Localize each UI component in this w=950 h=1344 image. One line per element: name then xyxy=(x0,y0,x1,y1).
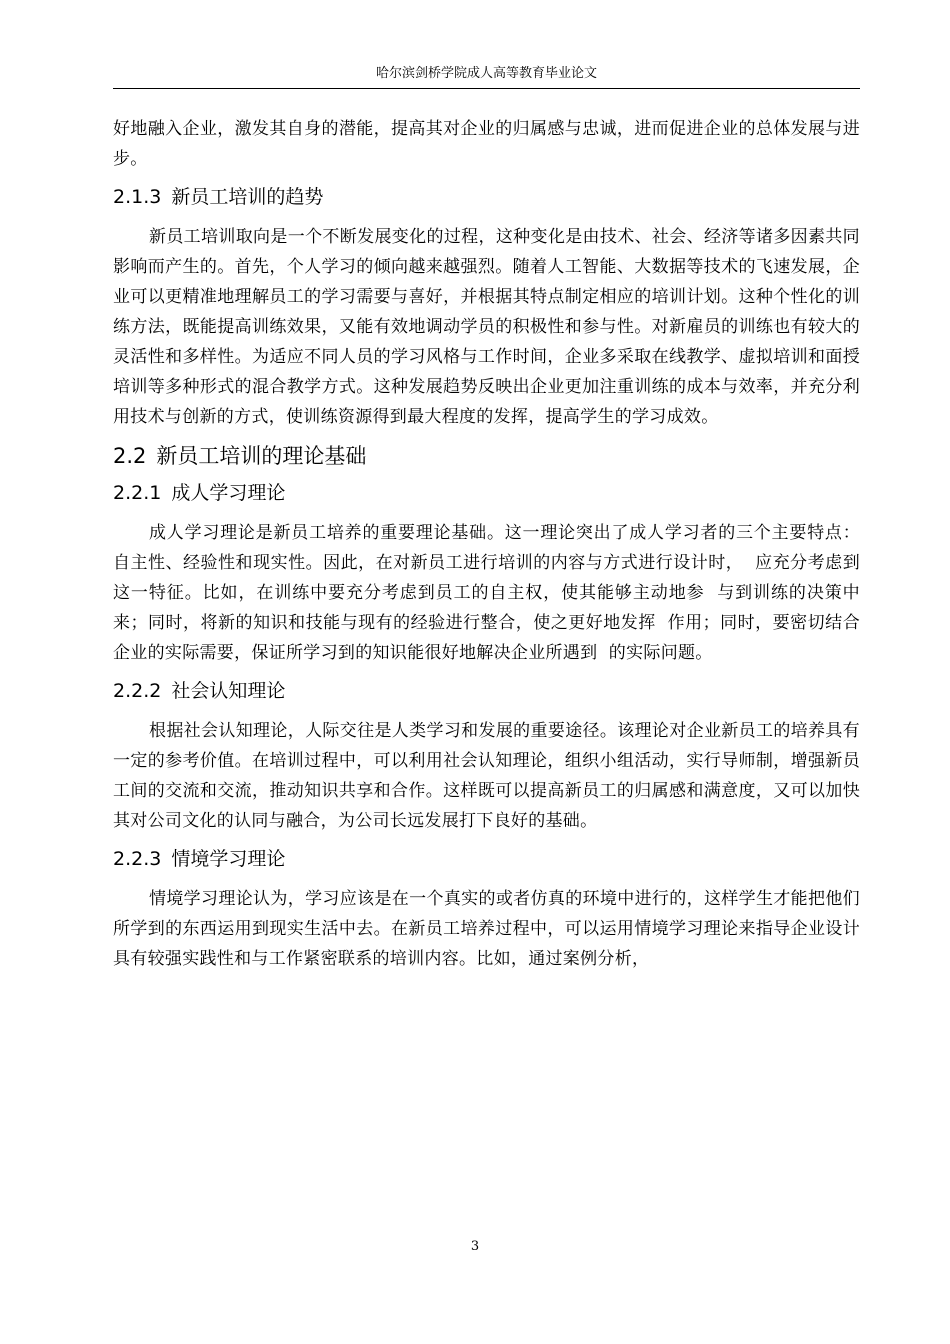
section-heading-2-2-3 xyxy=(113,846,860,872)
paragraph-training-trends: 新员工培训取向是一个不断发展变化的过程，这种变化是由技术、社会、经济等诸多因素共同影响而产生的。首先，个人学习的倾向越来越强烈。随着人工智能、大数据等技术的飞速发展，企业可以更精准地理解员工的学习需要与喜好，并根据其特点制定相应的培训计划。这种个性化的训练方法，既能提高训练效果，又能有效地调动学员的积极性和参与性。对新雇员的训练也有较大的灵活性和多样性。为适应不同人员的学习风格与工作时间，企业多采取在线教学、虚拟培训和面授培训等多种形式的混合教学方式。这种发展趋势反映出企业更加注重训练的成本与效率，并充分利用技术与创新的方式，使训练资源得到最大程度的发挥，提高学生的学习成效。 xyxy=(113,227,860,427)
paragraph-situated-learning: 情境学习理论认为，学习应该是在一个真实的或者仿真的环境中进行的，这样学生才能把他们所学到的东西运用到现实生活中去。在新员工培养过程中，可以运用情境学习理论来指导企业设计具有较强实践性和与工作紧密联系的培训内容。比如，通过案例分析， xyxy=(113,889,860,969)
section-number: 2.2 xyxy=(113,444,147,468)
section-title: 社会认知理论 xyxy=(171,680,286,702)
section-number: 2.2.3 xyxy=(113,848,162,870)
section-title: 新员工培训的趋势 xyxy=(171,186,324,208)
section-heading-2-2-2 xyxy=(113,678,860,704)
running-header: 哈尔滨剑桥学院成人高等教育毕业论文 xyxy=(375,66,597,81)
section-heading-2-1-3 xyxy=(113,184,860,210)
section-heading-2-2-1 xyxy=(113,480,860,506)
page-number: 3 xyxy=(470,1239,480,1254)
section-heading-2-2 xyxy=(113,442,860,470)
section-title: 情境学习理论 xyxy=(171,848,286,870)
section-title: 新员工培训的理论基础 xyxy=(156,444,367,468)
section-number: 2.2.2 xyxy=(113,680,162,702)
section-number: 2.2.1 xyxy=(113,482,162,504)
header-rule xyxy=(113,88,860,89)
paragraph-continuation: 好地融入企业，激发其自身的潜能，提高其对企业的归属感与忠诚，进而促进企业的总体发展与进步。 xyxy=(113,119,860,169)
paragraph-adult-learning: 成人学习理论是新员工培养的重要理论基础。这一理论突出了成人学习者的三个主要特点： 自主性、经验性和现实性。因此，在对新员工进行培训的内容与方式进行设计时， 应充分考虑到这一特征。比如，在训练中要充分考虑到员工的自主权，使其能够主动地参 与到训练的决策中来；同时，将新的知识和技能与现有的经验进行整合，使之更好地发挥 作用；同时，要密切结合企业的实际需要，保证所学习到的知识能很好地解决企业所遇到 的实际问题。 xyxy=(113,523,872,663)
section-title: 成人学习理论 xyxy=(171,482,286,504)
section-number: 2.1.3 xyxy=(113,186,162,208)
body-text xyxy=(113,114,872,974)
paragraph-social-cognitive: 根据社会认知理论，人际交往是人类学习和发展的重要途径。该理论对企业新员工的培养具有一定的参考价值。在培训过程中，可以利用社会认知理论，组织小组活动，实行导师制，增强新员工间的交流和交流，推动知识共享和合作。这样既可以提高新员工的归属感和满意度，又可以加快其对公司文化的认同与融合，为公司长远发展打下良好的基础。 xyxy=(113,721,860,831)
